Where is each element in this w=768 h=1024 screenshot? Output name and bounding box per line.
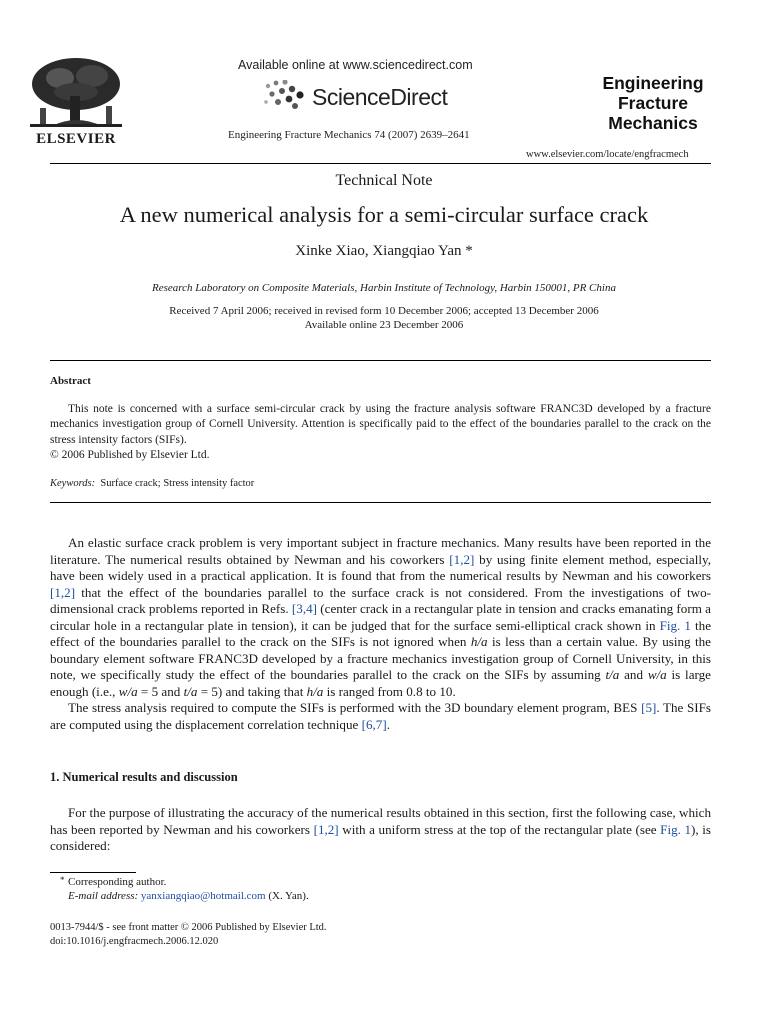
article-dates xyxy=(0,304,768,332)
keywords-label: Keywords: xyxy=(50,478,96,489)
text-run: An elastic surface crack problem is very important subject in fracture mechanics. Many results have been reported in the literature. The numerical results obtained by Newman and his coworkers xyxy=(50,535,711,567)
text-run: with a uniform stress at the top of the rectangular plate (see xyxy=(338,821,661,837)
text-run: by using finite element method, especially, have been widely used in a practical application. It is found that from the numerical results by Newman and his coworkers xyxy=(50,551,711,583)
elsevier-wordmark: ELSEVIER xyxy=(36,131,116,147)
math-ratio: t/a xyxy=(605,667,620,682)
text-run: = 5) and taking that xyxy=(197,683,307,699)
sciencedirect-logo-text: ScienceDirect xyxy=(312,84,448,110)
section-paragraph xyxy=(50,805,711,855)
bes-paragraph xyxy=(50,700,711,733)
author-list: Xinke Xiao, Xiangqiao Yan * xyxy=(295,243,473,259)
text-run: is less than a certain value. By using the boundary element software FRANC3D developed by a fracture mechanics investigation group of Cornell University, in this note, we specifically study the effect of the boundaries parallel to the crack on the SIFs by assuming xyxy=(50,634,711,682)
citation-link[interactable]: [1,2] xyxy=(313,821,339,837)
publication-info xyxy=(50,921,327,949)
math-ratio: h/a xyxy=(306,683,324,699)
journal-title-line: Engineering xyxy=(602,73,704,93)
journal-title xyxy=(588,73,718,133)
received-dates: Received 7 April 2006; received in revised form 10 December 2006; accepted 13 December 2006 xyxy=(169,305,599,317)
journal-citation: Engineering Fracture Mechanics 74 (2007) 2639–2641 xyxy=(228,129,470,141)
header-divider xyxy=(50,163,711,164)
text-run: the effect of the boundaries parallel to the crack on the SIFs is not ignored when xyxy=(50,617,712,649)
sciencedirect-dots-icon xyxy=(262,80,310,110)
available-online-text[interactable]: Available online at www.sciencedirect.com xyxy=(238,58,473,72)
doi-line: doi:10.1016/j.engfracmech.2006.12.020 xyxy=(50,936,219,947)
available-date: Available online 23 December 2006 xyxy=(304,319,464,331)
email-label: E-mail address: xyxy=(68,889,139,902)
keywords xyxy=(50,478,254,489)
section-1-body xyxy=(50,805,711,855)
section-heading: 1. Numerical results and discussion xyxy=(50,770,238,784)
email-link[interactable]: yanxiangqiao@hotmail.com xyxy=(140,889,266,902)
text-run: For the purpose of illustrating the accuracy of the numerical results obtained in this section, first the following case, which has been reported by Newman and his coworkers xyxy=(50,805,711,837)
abstract-text: This note is concerned with a surface semi-circular crack by using the fracture analysis software FRANC3D developed by a fracture mechanics investigation group of Cornell University. Attention is specifically paid to the effect of the boundaries parallel to the crack on the stress intensity factors (SIFs). xyxy=(50,403,711,446)
abstract-body xyxy=(50,402,711,463)
text-run: = 5 and xyxy=(137,683,184,699)
citation-link[interactable]: [5] xyxy=(641,700,657,715)
math-ratio: h/a xyxy=(470,634,488,649)
math-ratio: w/a xyxy=(118,683,138,699)
citation-link[interactable]: [6,7] xyxy=(361,716,387,732)
math-ratio: t/a xyxy=(183,683,198,699)
intro-section xyxy=(50,535,711,733)
intro-paragraph xyxy=(50,535,711,700)
figure-link[interactable]: Fig. 1 xyxy=(659,617,691,633)
footnote-marker: * xyxy=(60,875,65,885)
journal-url[interactable]: www.elsevier.com/locate/engfracmech xyxy=(526,149,689,160)
citation-link[interactable]: [3,4] xyxy=(291,601,318,616)
article-type: Technical Note xyxy=(335,172,433,189)
text-run: is large enough (i.e., xyxy=(50,667,711,699)
text-run: . The SIFs are computed using the displacement correlation technique xyxy=(50,700,712,732)
text-run: (center crack in a rectangular plate in tension and cracks emanating form a circular hole in a rectangular plate in tension), it can be judged that for the surface semi-elliptical crack shown in xyxy=(50,601,711,633)
abstract-bottom-divider xyxy=(50,502,711,503)
journal-title-line: Fracture xyxy=(617,93,689,113)
text-run: and xyxy=(619,667,648,682)
math-ratio: w/a xyxy=(647,667,667,682)
abstract-heading: Abstract xyxy=(50,375,91,387)
email-suffix: (X. Yan). xyxy=(265,889,309,902)
keywords-list: Surface crack; Stress intensity factor xyxy=(100,478,255,489)
copyright-line: © 2006 Published by Elsevier Ltd. xyxy=(50,448,210,461)
email-line xyxy=(50,890,309,904)
abstract-top-divider xyxy=(50,360,711,361)
text-run: is ranged from 0.8 to 10. xyxy=(323,683,456,699)
citation-link[interactable]: [1,2] xyxy=(50,584,76,600)
text-run: The stress analysis required to compute the SIFs is performed with the 3D boundary element program, BES xyxy=(68,700,642,715)
issn-line: 0013-7944/$ - see front matter © 2006 Published by Elsevier Ltd. xyxy=(50,922,327,933)
corresponding-author: Corresponding author. xyxy=(68,876,167,888)
text-run: . xyxy=(386,716,390,732)
text-run: ), is considered: xyxy=(50,821,712,853)
citation-link[interactable]: [1,2] xyxy=(449,551,475,567)
affiliation: Research Laboratory on Composite Materials, Harbin Institute of Technology, Harbin 150001, PR China xyxy=(152,282,616,294)
journal-title-line: Mechanics xyxy=(608,113,698,133)
footnote-divider xyxy=(50,872,136,873)
figure-link[interactable]: Fig. 1 xyxy=(660,821,692,837)
footnote xyxy=(50,876,309,903)
text-run: that the effect of the boundaries parallel to the surface crack is not considered. From the investigations of two-dimensional crack problems reported in Refs. xyxy=(50,584,711,616)
paper-title: A new numerical analysis for a semi-circular surface crack xyxy=(119,202,649,227)
